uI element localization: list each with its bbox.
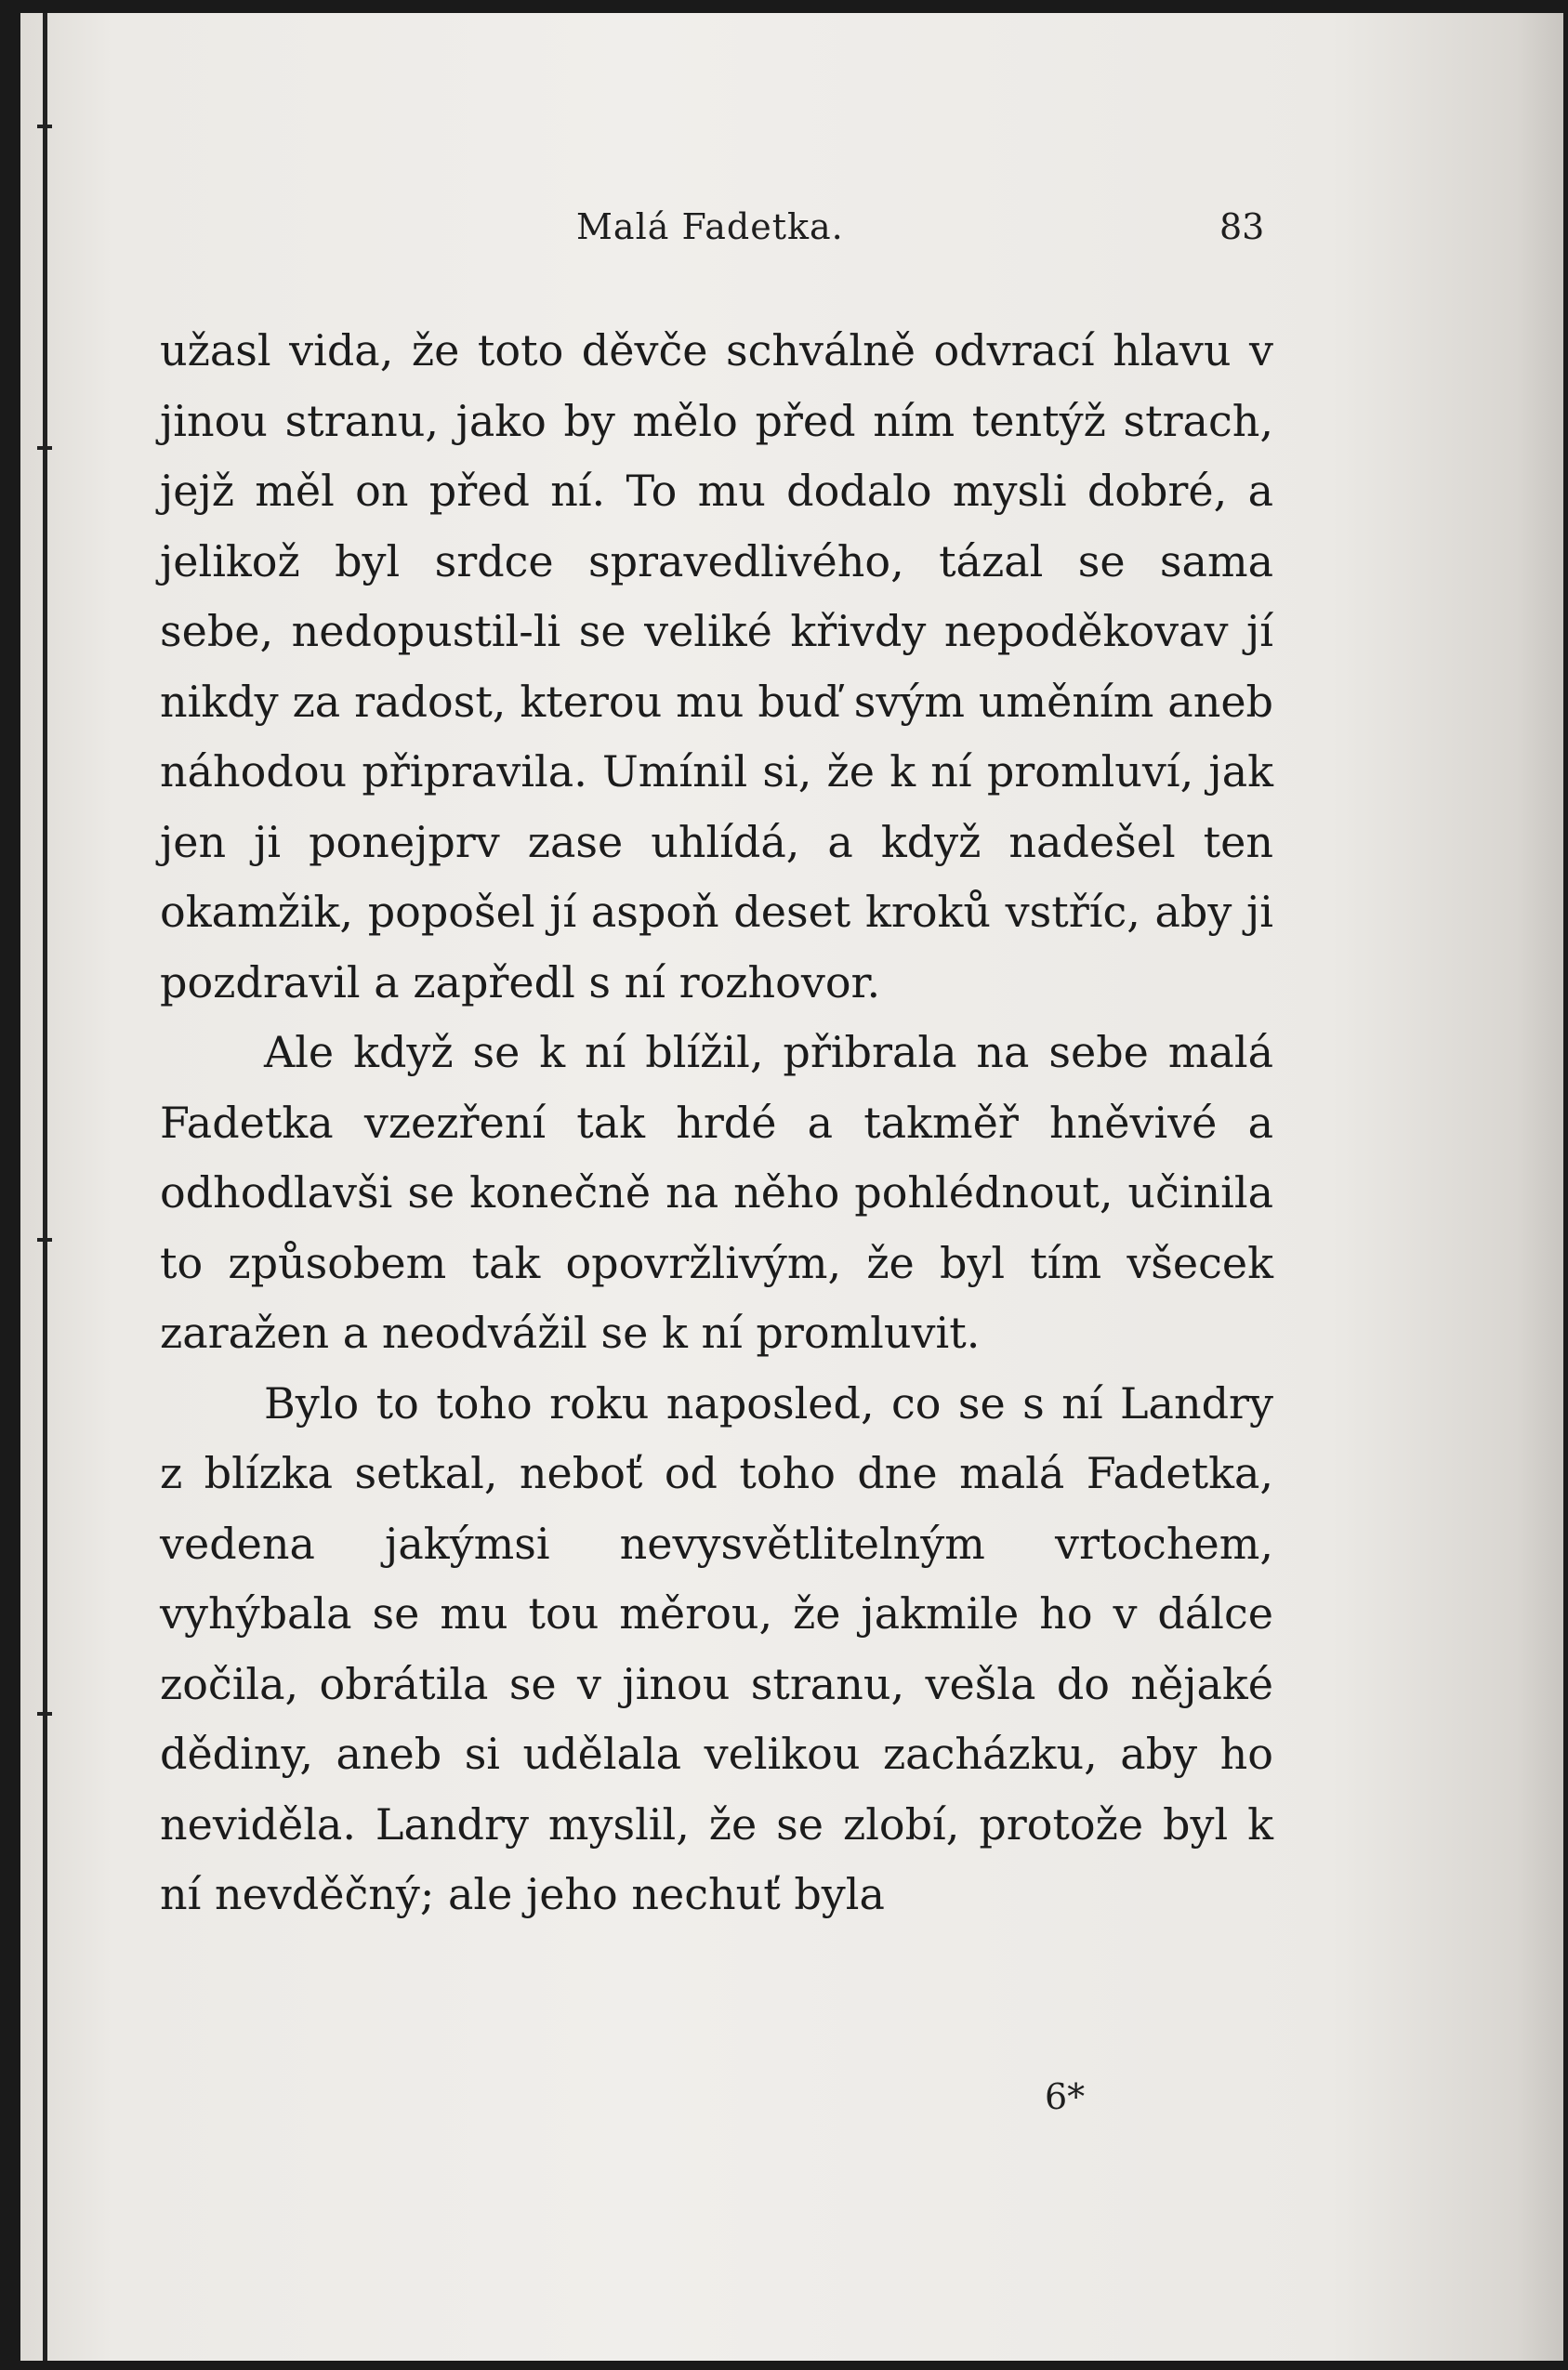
binding-tick	[37, 1238, 52, 1242]
paragraph: užasl vida, že toto děvče schválně odvrací hlavu v jinou stranu, jako by mělo před ním tentýž strach, jejž měl on před ní. To mu dodalo mysli dobré, a jelikož byl srdce spravedlivého, tázal se sama sebe, nedopustil-li se veliké křivdy nepoděkovav jí nikdy za radost, kterou mu buď svým uměním aneb náhodou připravila. Umínil si, že k ní promluví, jak jen ji ponejprv zase uhlídá, a když nadešel ten okamžik, popošel jí aspoň deset kroků vstříc, aby ji pozdravil a zapředl s ní rozhovor.	[160, 325, 1273, 1007]
page-header	[0, 206, 1568, 262]
body-text	[160, 316, 1273, 1930]
paragraph: Bylo to toho roku naposled, co se s ní Landry z blízka setkal, neboť od toho dne malá Fadetka, vedena jakýmsi nevysvětlitelným vrtochem, vyhýbala se mu tou měrou, že jakmile ho v dálce zočila, obrátila se v jinou stranu, vešla do nějaké dědiny, aneb si udělala velikou zacházku, aby ho neviděla. Landry myslil, že se zlobí, protože byl k ní nevděčný; ale jeho nechuť byla	[160, 1377, 1273, 1919]
binding-edge	[43, 13, 47, 2361]
page-number: 83	[1219, 206, 1265, 247]
signature-mark: 6*	[1045, 2076, 1086, 2117]
binding-tick	[37, 125, 52, 128]
binding-tick	[37, 446, 52, 450]
paragraph: Ale když se k ní blížil, přibrala na sebe malá Fadetka vzezření tak hrdé a takměř hněvivé a odhodlavši se konečně na něho pohlédnout, učinila to způsobem tak opovržlivým, že byl tím všecek zaražen a neodvážil se k ní promluvit.	[160, 1027, 1273, 1358]
running-title: Malá Fadetka.	[576, 206, 844, 247]
binding-tick	[37, 1712, 52, 1716]
